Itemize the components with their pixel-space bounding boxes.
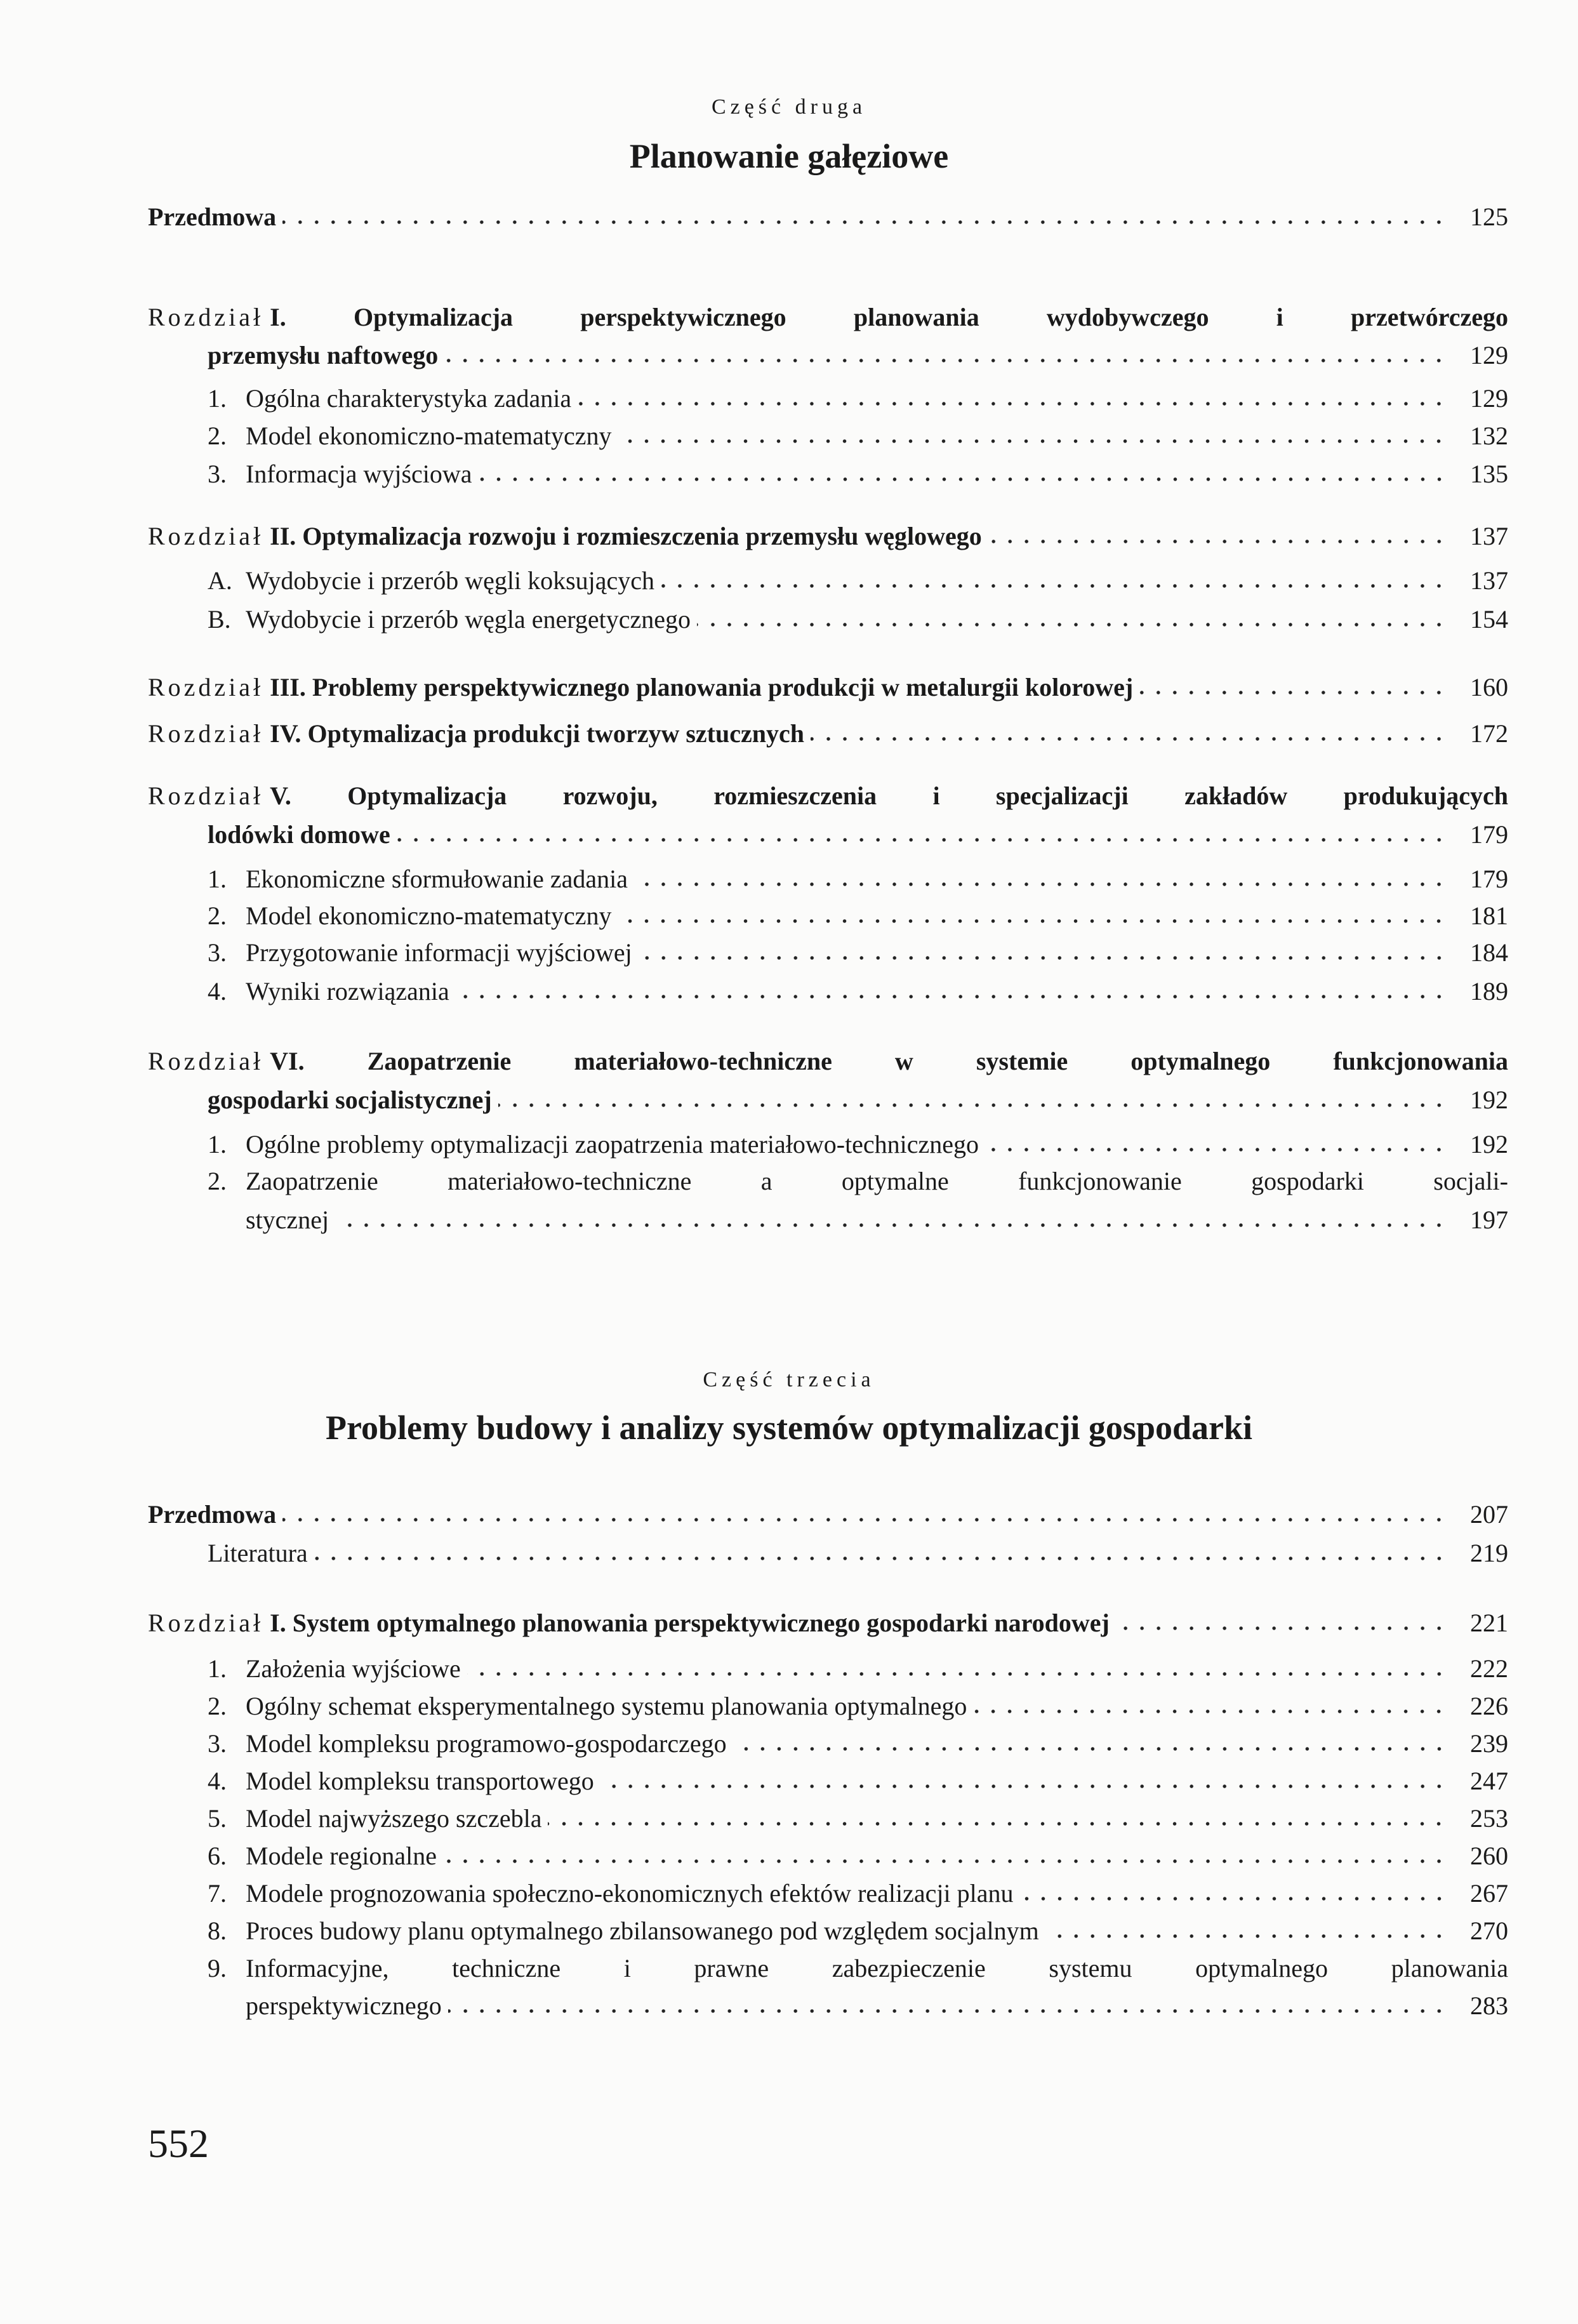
- part-title: Problemy budowy i analizy systemów optymalizacji gospodarki: [325, 1409, 1253, 1447]
- entry-title: I. Optymalizacja perspektywicznego planowania wydobywczego i przetwórczego: [270, 303, 1508, 331]
- entry-label: [208, 938, 632, 967]
- dot-leader: [733, 1746, 1447, 1752]
- page-ref: 184: [1470, 938, 1508, 967]
- toc-entry[interactable]: [208, 383, 1508, 413]
- entry-label: [208, 1538, 308, 1568]
- dot-leader: [498, 1102, 1447, 1108]
- entry-label: [246, 1205, 329, 1235]
- dot-leader: [443, 1858, 1447, 1864]
- entry-label: [208, 1841, 437, 1871]
- dot-leader: [314, 1555, 1447, 1562]
- page-ref: 192: [1470, 1130, 1508, 1159]
- item-number: 6.: [208, 1842, 227, 1870]
- entry-label: [208, 1729, 727, 1758]
- toc-entry[interactable]: [208, 976, 1508, 1006]
- page-ref: 160: [1470, 673, 1508, 701]
- entry-label: [208, 1085, 492, 1115]
- toc-entry-line: [208, 1166, 1508, 1196]
- entry-title: Założenia wyjściowe: [246, 1654, 461, 1683]
- toc-entry[interactable]: [148, 672, 1508, 702]
- toc-entry-line: [148, 1046, 1508, 1076]
- page-ref: 125: [1470, 203, 1508, 231]
- toc-entry[interactable]: [208, 1654, 1508, 1683]
- item-number: 1.: [208, 1654, 227, 1683]
- toc-entry[interactable]: [246, 1991, 1508, 2021]
- page-ref: 137: [1470, 566, 1508, 595]
- entry-label: [208, 459, 472, 489]
- toc-entry[interactable]: [208, 1766, 1508, 1796]
- item-number: 4.: [208, 1767, 227, 1795]
- entry-label: [208, 1878, 1014, 1908]
- dot-leader: [282, 1517, 1447, 1523]
- entry-label: [148, 202, 276, 232]
- chapter-prefix: Rozdział: [148, 719, 264, 748]
- page-ref: 221: [1470, 1609, 1508, 1637]
- toc-entry[interactable]: [208, 1878, 1508, 1908]
- item-number: 9.: [208, 1954, 227, 1982]
- entry-title: Model ekonomiczno-matematyczny: [246, 901, 612, 930]
- entry-label: [246, 1991, 442, 2021]
- entry-label: [208, 1916, 1039, 1946]
- entry-label: [208, 1654, 461, 1683]
- entry-label: [208, 340, 438, 370]
- part-label: Część druga: [711, 95, 867, 119]
- dot-leader: [1020, 1896, 1447, 1902]
- entry-title: Literatura: [208, 1539, 308, 1567]
- chapter-prefix: Rozdział: [148, 522, 264, 550]
- dot-leader: [1045, 1933, 1447, 1939]
- item-number: 2.: [208, 1692, 227, 1720]
- entry-label: [208, 820, 390, 849]
- toc-entry-line: [148, 781, 1508, 811]
- entry-title: przemysłu naftowego: [208, 341, 439, 369]
- entry-title: Przedmowa: [148, 1500, 277, 1529]
- entry-label: [208, 383, 571, 413]
- page-ref: 260: [1470, 1842, 1508, 1870]
- page-ref: 239: [1470, 1729, 1508, 1758]
- page-ref: 207: [1470, 1500, 1508, 1529]
- item-number: 8.: [208, 1916, 227, 1945]
- entry-title: lodówki domowe: [208, 820, 390, 849]
- dot-leader: [634, 881, 1447, 887]
- item-number: 3.: [208, 1729, 227, 1758]
- entry-title: Model kompleksu programowo-gospodarczego: [246, 1729, 727, 1758]
- dot-leader: [697, 621, 1447, 628]
- page-ref: 283: [1470, 1991, 1508, 2020]
- dot-leader: [639, 955, 1447, 961]
- item-number: 1.: [208, 865, 227, 893]
- entry-title: Modele regionalne: [246, 1842, 437, 1870]
- toc-entry[interactable]: [148, 202, 1508, 232]
- page-ref: 181: [1470, 901, 1508, 930]
- item-number: 3.: [208, 460, 227, 488]
- page-ref: 226: [1470, 1692, 1508, 1720]
- toc-entry[interactable]: [208, 938, 1508, 967]
- page-ref: 189: [1470, 977, 1508, 1006]
- toc-entry[interactable]: [208, 421, 1508, 451]
- toc-entry[interactable]: [208, 901, 1508, 931]
- toc-entry[interactable]: [148, 719, 1508, 748]
- entry-label: [208, 864, 628, 894]
- item-number: 3.: [208, 938, 227, 967]
- toc-entry[interactable]: [208, 1538, 1508, 1568]
- part-label: Część trzecia: [703, 1368, 875, 1391]
- item-number: 2.: [208, 901, 227, 930]
- entry-title: Wyniki rozwiązania: [246, 977, 449, 1006]
- entry-title: Wydobycie i przerób węgla energetycznego: [246, 605, 691, 634]
- toc-entry[interactable]: [208, 1691, 1508, 1721]
- entry-title: I. System optymalnego planowania perspektywicznego gospodarki narodowej: [270, 1609, 1110, 1637]
- dot-leader: [988, 538, 1447, 545]
- page-ref: 253: [1470, 1804, 1508, 1833]
- chapter-prefix: Rozdział: [148, 1609, 264, 1637]
- entry-title: Zaopatrzenie materiałowo-techniczne a optymalne funkcjonowanie gospodarki socjali-: [246, 1167, 1508, 1195]
- dot-leader: [985, 1146, 1447, 1153]
- toc-entry[interactable]: [148, 1608, 1508, 1638]
- page-number: 552: [148, 2121, 209, 2166]
- chapter-prefix: Rozdział: [148, 781, 264, 810]
- entry-title: Informacyjne, techniczne i prawne zabezpieczenie systemu optymalnego planowania: [246, 1954, 1508, 1982]
- page-ref: 179: [1470, 820, 1508, 849]
- dot-leader: [444, 357, 1447, 364]
- entry-label: [208, 901, 611, 931]
- part-title: Planowanie gałęziowe: [629, 137, 949, 175]
- page-ref: 179: [1470, 865, 1508, 893]
- item-number: 1.: [208, 384, 227, 413]
- entry-title: stycznej: [246, 1205, 329, 1234]
- item-number: 4.: [208, 977, 227, 1006]
- dot-leader: [479, 476, 1447, 482]
- dot-leader: [661, 583, 1447, 589]
- toc-entry[interactable]: [208, 459, 1508, 489]
- entry-title: Ogólne problemy optymalizacji zaopatrzenia materiałowo-technicznego: [246, 1130, 979, 1159]
- page-ref: 132: [1470, 422, 1508, 450]
- entry-title: Model kompleksu transportowego: [246, 1767, 594, 1795]
- entry-title: Model ekonomiczno-matematyczny: [246, 422, 612, 450]
- entry-title: Modele prognozowania społeczno-ekonomicznych efektów realizacji planu: [246, 1879, 1014, 1908]
- dot-leader: [448, 2008, 1447, 2014]
- dot-leader: [456, 993, 1447, 1000]
- page-ref: 129: [1470, 341, 1508, 369]
- toc-entry[interactable]: [208, 604, 1508, 634]
- item-number: A.: [208, 566, 232, 595]
- item-number: 1.: [208, 1130, 227, 1159]
- chapter-prefix: Rozdział: [148, 673, 264, 701]
- toc-entry[interactable]: [208, 1129, 1508, 1159]
- entry-label: [208, 1803, 541, 1833]
- entry-label: [208, 1766, 594, 1796]
- entry-title: Ogólny schemat eksperymentalnego systemu planowania optymalnego: [246, 1692, 967, 1720]
- page-ref: 222: [1470, 1654, 1508, 1683]
- entry-label: [148, 719, 804, 748]
- entry-title: Ekonomiczne sformułowanie zadania: [246, 865, 628, 893]
- item-number: B.: [208, 605, 231, 634]
- entry-title: Informacja wyjściowa: [246, 460, 472, 488]
- toc-entry[interactable]: [148, 521, 1508, 551]
- toc-entry[interactable]: [208, 1085, 1508, 1115]
- entry-label: [148, 1499, 276, 1529]
- item-number: 5.: [208, 1804, 227, 1833]
- page-ref: 247: [1470, 1767, 1508, 1795]
- page-ref: 129: [1470, 384, 1508, 413]
- dot-leader: [973, 1708, 1447, 1715]
- entry-label: [208, 976, 449, 1006]
- entry-title: VI. Zaopatrzenie materiałowo-techniczne w systemie optymalnego funkcjonowania: [270, 1047, 1508, 1075]
- entry-label: [148, 1608, 1110, 1638]
- page-ref: 197: [1470, 1205, 1508, 1234]
- entry-title: Proces budowy planu optymalnego zbilansowanego pod względem socjalnym: [246, 1916, 1039, 1945]
- entry-title: III. Problemy perspektywicznego planowania produkcji w metalurgii kolorowej: [270, 673, 1134, 701]
- item-number: 2.: [208, 1167, 227, 1195]
- toc-entry[interactable]: [208, 864, 1508, 894]
- entry-label: [148, 672, 1133, 702]
- dot-leader: [618, 918, 1447, 924]
- entry-title: Ogólna charakterystyka zadania: [246, 384, 572, 413]
- dot-leader: [1139, 689, 1447, 696]
- entry-title: Model najwyższego szczebla: [246, 1804, 542, 1833]
- dot-leader: [548, 1821, 1447, 1827]
- item-number: 2.: [208, 422, 227, 450]
- dot-leader: [282, 219, 1447, 225]
- toc-entry-line: [208, 1953, 1508, 1983]
- entry-title: perspektywicznego: [246, 1991, 442, 2020]
- toc-entry-line: [148, 302, 1508, 332]
- entry-title: V. Optymalizacja rozwoju, rozmieszczenia i specjalizacji zakładów produkujących: [270, 781, 1508, 810]
- toc-entry[interactable]: [208, 1803, 1508, 1833]
- entry-label: [208, 421, 611, 451]
- entry-title: II. Optymalizacja rozwoju i rozmieszczenia przemysłu węglowego: [270, 522, 982, 550]
- dot-leader: [467, 1671, 1447, 1677]
- dot-leader: [335, 1222, 1447, 1228]
- toc-entry[interactable]: [246, 1205, 1508, 1235]
- toc-entry[interactable]: [208, 820, 1508, 849]
- toc-entry[interactable]: [208, 340, 1508, 370]
- toc-entry[interactable]: [208, 1841, 1508, 1871]
- dot-leader: [618, 438, 1447, 444]
- entry-label: [148, 521, 982, 551]
- toc-entry[interactable]: [208, 566, 1508, 595]
- entry-label: [208, 604, 691, 634]
- entry-title: Przedmowa: [148, 203, 277, 231]
- page-ref: 154: [1470, 605, 1508, 634]
- dot-leader: [397, 837, 1447, 843]
- entry-title: IV. Optymalizacja produkcji tworzyw sztucznych: [270, 719, 804, 748]
- page-ref: 172: [1470, 719, 1508, 748]
- entry-title: gospodarki socjalistycznej: [208, 1086, 492, 1114]
- dot-leader: [1116, 1625, 1447, 1631]
- toc-entry[interactable]: [208, 1729, 1508, 1758]
- dot-leader: [811, 736, 1447, 742]
- page-ref: 219: [1470, 1539, 1508, 1567]
- entry-title: Wydobycie i przerób węgli koksujących: [246, 566, 655, 595]
- toc-entry[interactable]: [208, 1916, 1508, 1946]
- page-ref: 270: [1470, 1916, 1508, 1945]
- chapter-prefix: Rozdział: [148, 303, 264, 331]
- toc-entry[interactable]: [148, 1499, 1508, 1529]
- entry-label: [208, 1129, 979, 1159]
- entry-label: [208, 1691, 967, 1721]
- chapter-prefix: Rozdział: [148, 1047, 264, 1075]
- page-ref: 267: [1470, 1879, 1508, 1908]
- item-number: 7.: [208, 1879, 227, 1908]
- dot-leader: [600, 1783, 1447, 1789]
- entry-label: [208, 566, 654, 595]
- dot-leader: [578, 401, 1447, 407]
- page-ref: 192: [1470, 1086, 1508, 1114]
- entry-title: Przygotowanie informacji wyjściowej: [246, 938, 632, 967]
- page-ref: 137: [1470, 522, 1508, 550]
- page-ref: 135: [1470, 460, 1508, 488]
